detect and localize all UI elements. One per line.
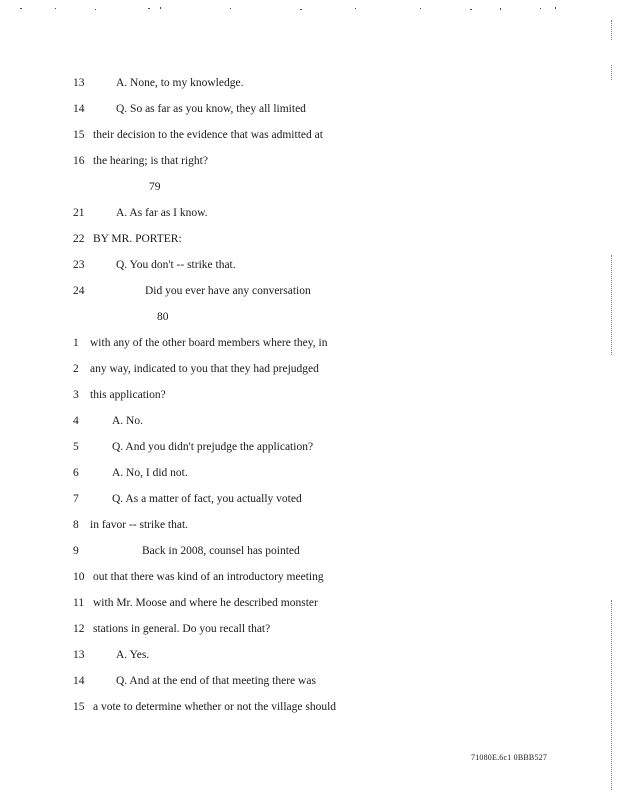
line-number: 10 xyxy=(73,571,85,583)
line-number: 1 xyxy=(73,337,79,349)
line-text: Q. You don't -- strike that. xyxy=(116,259,236,271)
line-number: 14 xyxy=(73,675,85,687)
line-text: the hearing; is that right? xyxy=(93,155,208,167)
page-number: 80 xyxy=(157,311,169,323)
line-text: Did you ever have any conversation xyxy=(145,285,311,297)
line-text: A. As far as I know. xyxy=(116,207,208,219)
line-number: 4 xyxy=(73,415,79,427)
line-text: A. No. xyxy=(112,415,143,427)
line-number: 3 xyxy=(73,389,79,401)
line-text: Q. And at the end of that meeting there was xyxy=(116,675,316,687)
line-number: 11 xyxy=(73,597,85,609)
edge-scan-mark xyxy=(611,600,613,790)
line-number: 16 xyxy=(73,155,85,167)
line-text: out that there was kind of an introductory meeting xyxy=(93,571,324,583)
line-number: 8 xyxy=(73,519,79,531)
line-number: 23 xyxy=(73,259,85,271)
line-number: 13 xyxy=(73,649,85,661)
line-number: 24 xyxy=(73,285,85,297)
line-number: 5 xyxy=(73,441,79,453)
line-text: Back in 2008, counsel has pointed xyxy=(142,545,300,557)
line-number: 2 xyxy=(73,363,79,375)
line-number: 13 xyxy=(73,77,85,89)
document-id-footer: 71080E.6c1 0BBB527 xyxy=(471,753,548,762)
line-text: in favor -- strike that. xyxy=(90,519,189,531)
edge-scan-mark xyxy=(611,255,613,355)
line-text: with Mr. Moose and where he described monster xyxy=(93,597,318,609)
line-number: 7 xyxy=(73,493,79,505)
line-number: 15 xyxy=(73,701,85,713)
line-text: stations in general. Do you recall that? xyxy=(93,623,271,635)
line-number: 6 xyxy=(73,467,79,479)
line-text: any way, indicated to you that they had prejudged xyxy=(90,363,319,375)
top-scan-artifacts xyxy=(0,0,619,6)
line-text: Q. As a matter of fact, you actually voted xyxy=(112,493,302,505)
edge-scan-mark xyxy=(611,65,613,80)
line-text: a vote to determine whether or not the village should xyxy=(93,701,337,713)
line-number: 9 xyxy=(73,545,79,557)
line-text: Q. And you didn't prejudge the application? xyxy=(112,441,314,453)
line-text: this application? xyxy=(90,389,166,401)
line-number: 14 xyxy=(73,103,85,115)
line-number: 21 xyxy=(73,207,85,219)
line-text: Q. So as far as you know, they all limited xyxy=(116,103,306,115)
line-number: 12 xyxy=(73,623,85,635)
line-text: with any of the other board members where they, in xyxy=(90,337,328,349)
line-text: their decision to the evidence that was admitted at xyxy=(93,129,323,141)
edge-scan-mark xyxy=(611,20,613,40)
page-number: 79 xyxy=(149,181,161,193)
line-number: 22 xyxy=(73,233,85,245)
line-text: A. Yes. xyxy=(116,649,150,661)
line-text: A. None, to my knowledge. xyxy=(116,77,244,89)
line-text: BY MR. PORTER: xyxy=(93,233,182,245)
line-text: A. No, I did not. xyxy=(112,467,188,479)
line-number: 15 xyxy=(73,129,85,141)
